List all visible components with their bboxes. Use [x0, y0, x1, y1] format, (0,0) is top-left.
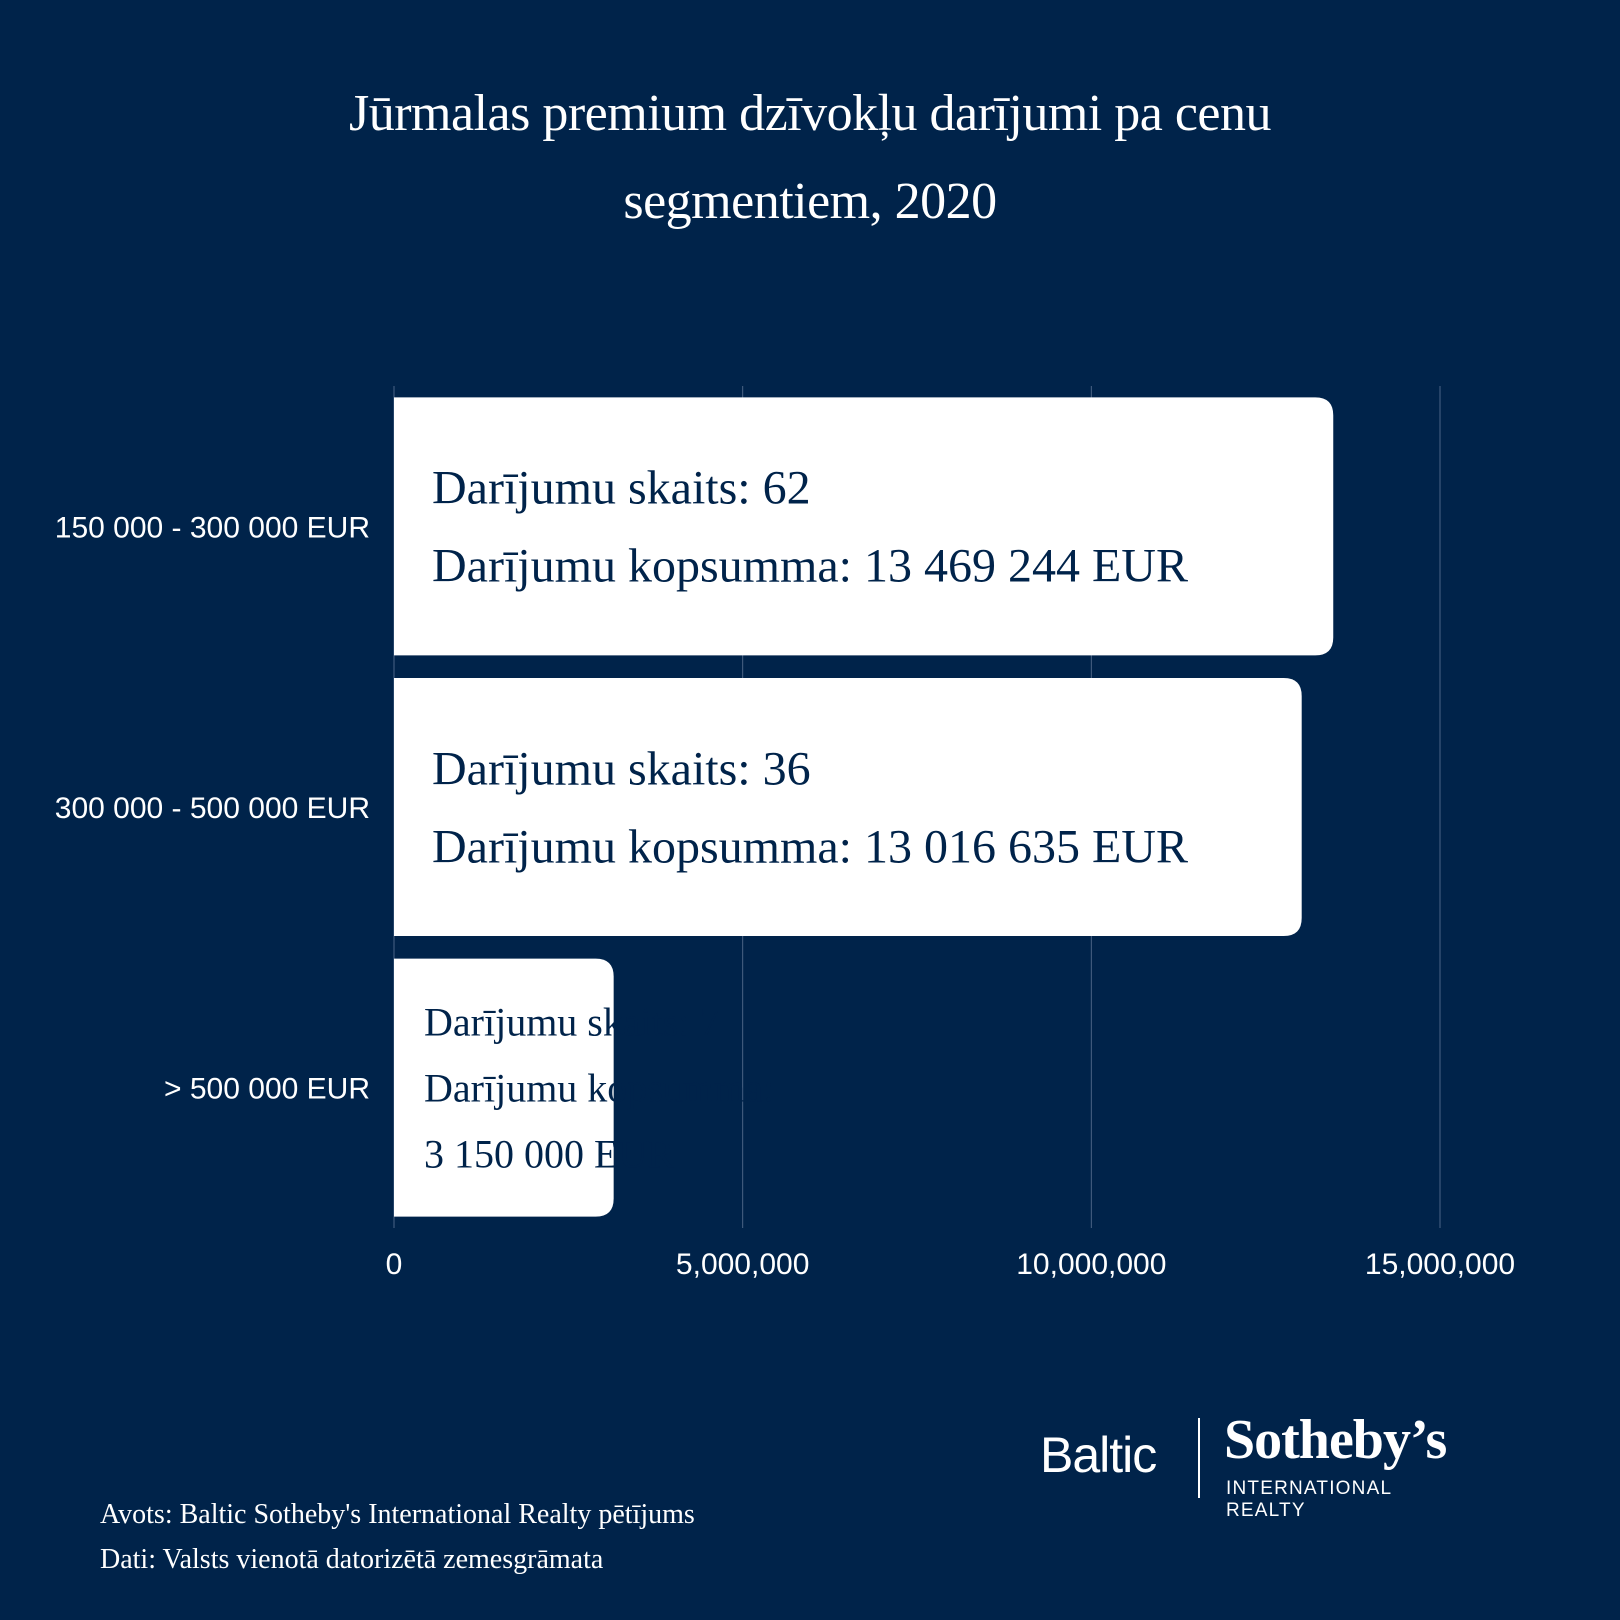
logo-divider	[1198, 1418, 1200, 1498]
bar	[394, 678, 1302, 936]
category-label: > 500 000 EUR	[164, 1072, 370, 1106]
bar-data-label: 3 150 000 EUR	[424, 1131, 674, 1177]
bar-data-label: Darījumu kopsumma: 13 016 635 EUR	[432, 820, 1188, 874]
logo-word-sothebys: Sotheby’s	[1224, 1409, 1447, 1471]
bar	[394, 397, 1333, 655]
footer-notes	[100, 1492, 695, 1582]
baltic-sothebys-logo	[1040, 1409, 1470, 1521]
bar-data-label: Darījumu kopsumma: 13 469 244 EUR	[432, 539, 1188, 593]
logo-word-baltic: Baltic	[1040, 1427, 1157, 1483]
source-note: Avots: Baltic Sotheby's International Realty pētījums	[100, 1499, 695, 1530]
data-note: Dati: Valsts vienotā datorizētā zemesgrāmata	[100, 1544, 604, 1575]
bar-data-label: Darījumu skaits: 36	[432, 742, 811, 796]
category-label: 300 000 - 500 000 EUR	[54, 792, 370, 825]
x-tick-label: 5,000,000	[675, 1248, 810, 1281]
bar-data-label: Darījumu kopsumma:	[424, 1065, 774, 1111]
x-tick-label: 15,000,000	[1364, 1248, 1516, 1281]
category-label: 150 000 - 300 000 EUR	[54, 511, 370, 545]
logo-subtitle: INTERNATIONAL REALTY	[1226, 1478, 1392, 1521]
x-tick-label: 0	[385, 1248, 403, 1281]
chart-title: Jūrmalas premium dzīvokļu darījumi pa cenu segmentiem, 2020	[349, 85, 1271, 230]
bar-data-label: Darījumu skaits: 7	[424, 999, 720, 1045]
bar-data-label: Darījumu skaits: 62	[432, 461, 811, 515]
x-tick-label: 10,000,000	[1016, 1248, 1167, 1281]
